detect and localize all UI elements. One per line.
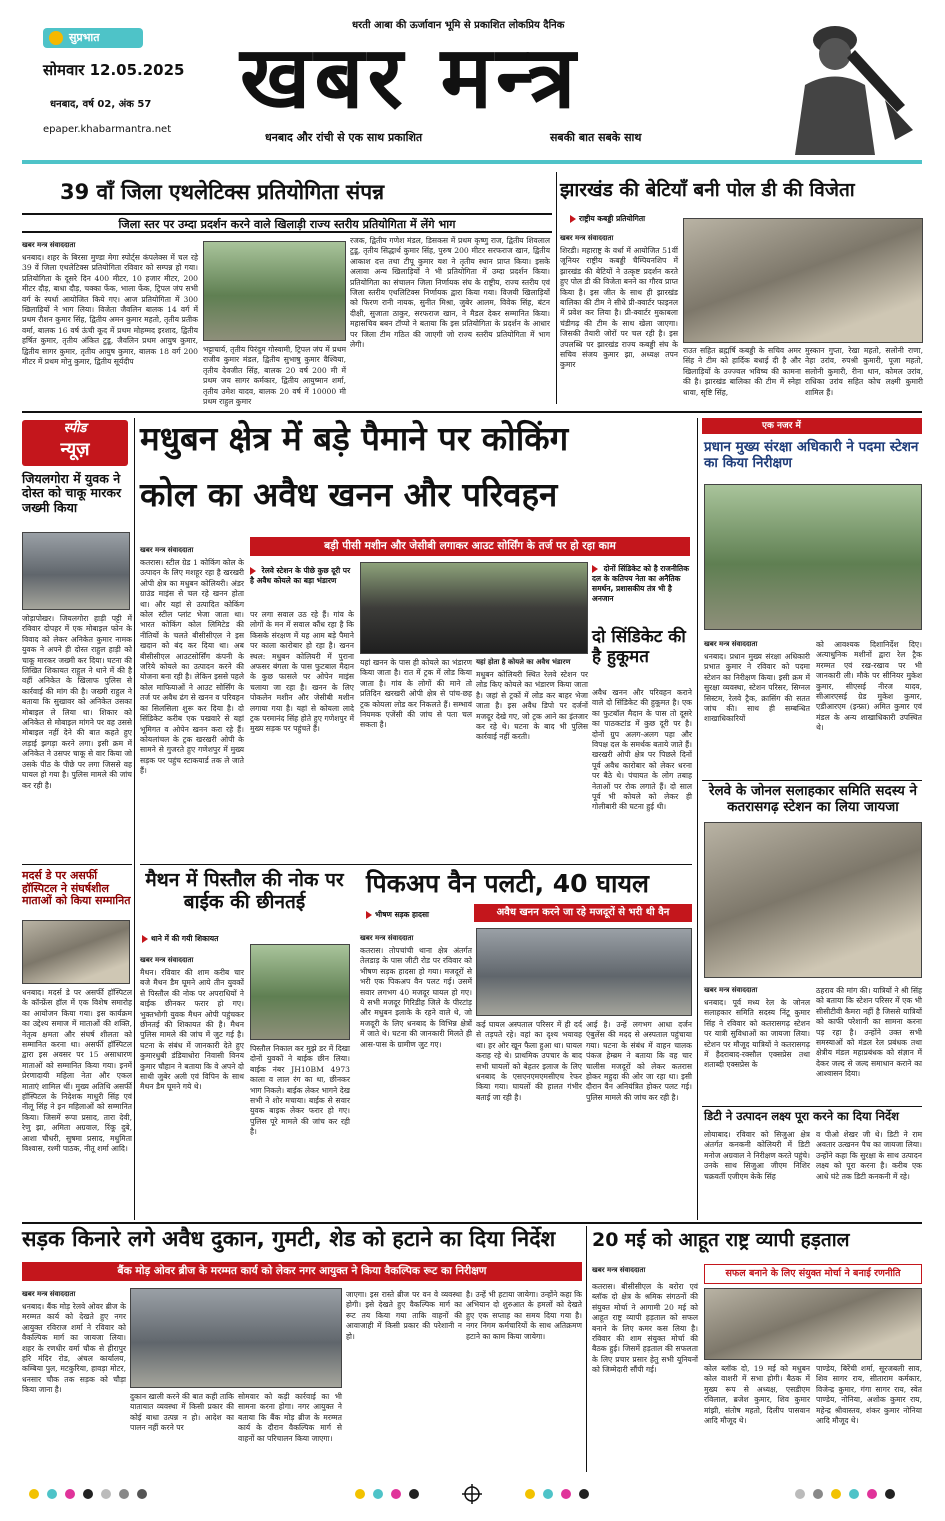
- railway-committee-text-1: धनबाद। पूर्व मध्य रेल के जोनल सलाहकार समिति सदस्य निंटू कुमार सिंह ने रविवार को कतरासगढ़ स्टेशन पर यात्री सुविधाओं का जायजा लिया। स्टेशन पर मौजूद यात्रियों ने कतरासगढ़ में हैदराबाद-रक्सौल एक्सप्रेस तथा शताब्दी एक्सप्रेस के: [704, 998, 810, 1070]
- coal-col-3: [360, 658, 472, 860]
- subtitle-right: सबकी बात सबके साथ: [550, 131, 642, 144]
- speed-story1-col: [22, 614, 132, 860]
- strike-byline: खबर मन्त्र संवाददाता: [592, 1266, 646, 1274]
- inspection-col-2: [816, 640, 922, 776]
- athletics-text-3: रजक, द्वितीय गणेश मंडल, डिसकस में प्रथम कृष्णु राज, द्वितीय शिवलाल टुडू, तृतीय सिद्धार्थ कुमार सिंह, पुरुष 200 मीटर सरफराज खान, द्वितीय आकाश दत्त तथा टीपू कुमार यश ने तृतीय स्थान प्राप्त किया। इसके अलावा अन्य खिलाड़ियों ने भी प्रतियोगिता में उम्दा प्रदर्शन किया। प्रतियोगिता का संचालन जिला निर्णायक संघ के राष्ट्रीय, राज्य स्तरीय एवं जिला स्तरीय एथलिटिक्स निर्णायक द्वारा किया गया। विजयी खिलाड़ियों को फिरण रानी नायक, सुनीत मिश्रा, जुबेर आलम, विवेक सिंह, बंटन दीक्षी, सुजाता ठाकुर, सरफराज खान, ने मैडल देकर सम्मानित किया। महासचिव बबन टॉप्पो ने बताया कि इस प्रतियोगिता के प्रदर्शन के आधार पर जिला टीम गठित की जाएगी जो राज्य स्तरीय प्रतियोगिता में भाग लेगी।: [350, 236, 550, 350]
- encroachment-text-3: जाएगा। इस रास्ते ब्रीज पर वन वे व्यवस्था होगी। इसे देखते हुए वैकल्पिक मार्ग का रूट तय किया गया ताकि वाहनों की आवाजाही में किसी प्रकार की परेशानी न हो।: [346, 1290, 462, 1341]
- speed-story1-headline: जियलगोरा में युवक ने दोस्त को चाकू मारकर जख्मी किया: [22, 471, 122, 515]
- coal-col-4: [476, 658, 588, 860]
- strike-headline: 20 मई को आहूत राष्ट्र व्यापी हड़ताल: [592, 1229, 850, 1251]
- kabaddi-headline: झारखंड की बेटियाँ बनी पोल डी की विजेता: [560, 179, 855, 201]
- railway-committee-photo: [704, 822, 922, 978]
- strike-subhead-box: [704, 1264, 922, 1284]
- brand-badge-label: सुप्रभात: [69, 31, 100, 44]
- inspection-text-2: को आवश्यक दिशानिर्देश दिए। अत्याधुनिक मशीनों द्वारा रेल ट्रैक मरम्मत एवं रख-रखाव पर भी जानकारी ली। मौके पर सीनियर मुकेश कुमार, सीएसई नीरज यादव, सीआरएसई ग्रेड मुकेश कुमार, एडीआरएम (इन्फ्रा) अमित कुमार एवं मंडल के अन्य शाखाधिकारी उपस्थित थे।: [816, 640, 922, 733]
- athletics-text-1: धनबाद। शहर के बिरसा मुण्डा मेगा स्पोर्ट्स कंपलेक्स में चल रहे 39 वें जिला एथलेटिक्स प्रतियोगिता रविवार को सम्पन्न हो गया। प्रतियोगिता के दूसरे दिन 400 मीटर, 10 हजार मीटर, 200 मीटर दौड़, बाधा दौड़, चक्का फेंक, भाला फेंक, ट्रिपल जंप सभी वर्ग के स्पर्धा आयोजित किये गए। आज प्रतियोगिता में 300 खिलाड़ियों ने भाग लिया। विजेता जैवलिन बालक 14 वर्ग में प्रथम रौशन कुमार सिंह, द्वितीय अमन कुमार महतो, तृतीय प्रतीक वर्मा, बालक 16 वर्ष ऊंची कूद में प्रथम मोहम्मद इरशाद, द्वितीय हर्षित कुमार, तृतीय अंकित टुडू, जैवलिन प्रथम आयुष कुमार, द्वितीय सागर कुमार, तृतीय आयुष कुमार, बालक 18 वर्ग 200 मीटर में प्रथम मोनु कुमार, द्वितीय सूर्यदीप: [22, 253, 198, 367]
- athletics-headline: 39 वॉं जिला एथलेटिक्स प्रतियोगिता संपन्न: [60, 180, 385, 204]
- coal-col-1: [140, 546, 244, 860]
- footer-color-marks: [0, 1480, 945, 1517]
- pickup-hospital-photo: [476, 928, 692, 1016]
- athletics-subhead: जिला स्तर पर उम्दा प्रदर्शन करने वाले खिलाड़ी राज्य स्तरीय प्रतियोगिता में लेंगे भाग: [22, 213, 552, 233]
- subtitle-left: धनबाद और रांची से एक साथ प्रकाशित: [265, 131, 423, 144]
- dito-text-1: लोयाबाद। रविवार को सिजुआ क्षेत्र अंतर्गत कनकनी कोलियरी में डिटी मनोज अग्रवाल ने निरीक्षण करते पहुंचे। उनके साथ सिजुआ जीएम निशिर चक्रवर्ती एजीएम केके सिंह: [704, 1130, 810, 1181]
- maithan-tag: थाने में की गयी शिकायत: [142, 934, 218, 944]
- railway-committee-col-2: [816, 986, 922, 1104]
- syndicate-tag: [592, 564, 692, 604]
- strike-meeting-photo: [704, 1288, 922, 1360]
- athletics-group-photo: [203, 241, 346, 341]
- railway-committee-col-1: [704, 986, 810, 1104]
- strike-col-1: [592, 1282, 698, 1472]
- strike-text-2: कोल ब्लॉक दो, 19 मई को मधुबन कोल वाशरी में सभा होगी। बैठक में मुख्य रूप से अध्यक्ष, एसडीएम रविलाल, ब्रजेश कुमार, शिव कुमार मांझी, संतोष महतो, दिलीप पासवान आदि मौजूद थे।: [704, 1364, 810, 1426]
- coal-text-4: मधुबन कोलियरी स्थित रेलवे स्टेशन पर लोड किए कोयले का भंडारण किया जाता है। जहां से ट्रकों में लोड कर बाहर भेजा जाता है। इस अवैध डिपो पर दर्जनों मजदूर देखे गए, जो ट्रक आने का इंतजार कर रहे थे। घटना के बाद भी पुलिस कार्रवाई नहीं करती।: [476, 670, 588, 742]
- section-divider-2: [22, 1222, 922, 1224]
- strike-subhead: सफल बनाने के लिए संयुक्त मोर्चा ने बनाई रणनीति: [725, 1268, 901, 1279]
- registration-dots-left: [29, 1489, 419, 1499]
- coal-stockpile-photo: [360, 562, 588, 654]
- inspection-photo: [704, 484, 922, 630]
- pickup-col-3: [586, 1020, 692, 1220]
- inspection-col-1: [704, 640, 810, 776]
- kabaddi-byline: खबर मन्त्र संवाददाता: [560, 234, 614, 242]
- speed-divider: [22, 864, 132, 865]
- encroachment-caption: दुकान खाली करने की बात कही ताकि यातायात व्यवस्था में किसी प्रकार की कोई बाधा उत्पन्न न हो। आदेश का पालन नहीं करने पर: [130, 1392, 234, 1433]
- speed-story1-photo: [22, 532, 130, 610]
- encroachment-col-2: [238, 1392, 342, 1472]
- encroachment-headline: सड़क किनारे लगे अवैध दुकान, गुमटी, शेड को हटाने का दिया निर्देश: [22, 1227, 556, 1252]
- dito-headline: डिटी ने उत्पादन लक्ष्य पूरा करने का दिया निर्देश: [704, 1109, 899, 1123]
- maithan-col-2: [250, 1044, 350, 1220]
- pickup-headline: पिकअप वैन पलटी, 40 घायल: [366, 869, 649, 898]
- dito-text-2: व पीओ शेखर जी थे। डिटी ने राम अवतार उत्खनन पैच का जायजा लिया। उन्होंने कहा कि सुरक्षा के साथ उत्पादन लक्ष्य को पूरा करना है। करीब एक आधे घंटे तक डिटी कनकनी में रहे।: [816, 1130, 922, 1181]
- coal-text-3: यहां खनन के पास ही कोयले का भंडारण किया जाता है। रात में ट्रक में लोड किया जाता है। गांव के लोगों की माने तो प्रतिदिन खरखरी ओपी क्षेत्र से पांच-छह ट्रक कोयला लोड कर निकलते हैं। सम्भावं नियमक एजेंसी की जांच से पता चल सकता है।: [360, 658, 472, 730]
- coal-col2-tag-text: रेलवे स्टेशन के पीछे कुछ दूरी पर है अवैध कोयले का बड़ा भंडारण: [250, 566, 351, 585]
- speed-news-logo-line2: न्यूज़: [60, 439, 90, 460]
- railway-committee-headline: रेलवे के जोनल सलाहकार समिति सदस्य ने कतरासगढ़ स्टेशन का लिया जायजा: [709, 783, 917, 815]
- brand-badge: [43, 28, 143, 48]
- syndicate-tag-text: दोनों सिंडिकेट को है राजनीतिक दल के कतिपय नेता का अनैतिक समर्थन, प्रशासकीय तंत्र भी है अनजान: [592, 564, 689, 603]
- crosshair-icon: [462, 1484, 482, 1504]
- masthead-divider: [22, 160, 922, 164]
- tagline-top: धरती आबा की ऊर्जावान भूमि से प्रकाशित लोकप्रिय दैनिक: [352, 20, 565, 31]
- maithan-road-photo: [250, 944, 350, 1040]
- pickup-subhead: अवैध खनन करने जा रहे मजदूरों से भरी थी वैन: [474, 904, 692, 922]
- coal-col3-tag: यहां होता है कोयले का अवैध भंडारण: [476, 658, 571, 666]
- miner-statue-image: [755, 10, 915, 155]
- coal-subhead: बड़ी पीसी मशीन और जेसीबी लगाकर आउट सोर्सिंग के तर्ज पर हो रहा काम: [250, 537, 690, 556]
- encroachment-col-3: [346, 1290, 462, 1472]
- right-divider-1: [702, 780, 922, 781]
- dito-col-1: [704, 1130, 810, 1220]
- kabaddi-divider: [556, 172, 557, 404]
- railway-committee-byline: खबर मन्त्र संवाददाता: [704, 986, 758, 994]
- athletics-col-1: [22, 241, 198, 391]
- inspection-text-1: धनबाद। प्रधान मुख्य संरक्षा अधिकारी प्रभात कुमार ने रविवार को पदमा स्टेशन का निरीक्षण किया। इसी क्रम में सुरक्षा व्यवस्था, स्टेशन परिसर, सिग्नल सिस्टम, रेलवे ट्रैक, क्रासिंग की सतत जांच की। साथ ही सम्बन्धित शाखाधिकारियों: [704, 652, 810, 724]
- left-column-divider: [134, 418, 135, 1220]
- strike-col-2: [704, 1364, 810, 1472]
- kabaddi-caption-left: राउत सहित ब्रह्मर्षि कबड्डी के सचिव अमर सिंह ने टीम को हार्दिक बधाई दी है और खिलाड़ियों के उज्ज्वल भविष्य की कामना की है। झारखंड बालिका की टीम में स्नेहा धावा, सृष्टि सिंह,: [683, 346, 801, 397]
- masthead: [0, 0, 945, 160]
- encroachment-col-1: [22, 1290, 126, 1472]
- speed-news-logo: [22, 420, 128, 466]
- encroachment-byline: खबर मन्त्र संवाददाता: [22, 1290, 76, 1298]
- encroachment-text-4: है। उन्हें भी हटाया जायेगा। उन्होंने कहा कि अभियान दो शुरुआत के हमलों को देखते हुए एक सप्ताह का समय दिया गया है। नगर निगम कर्मचारियों के साथ अतिक्रमण हटाने का काम किया जायेगा।: [466, 1290, 582, 1341]
- encroachment-subhead: बैंक मोड़ ओवर ब्रीज के मरम्मत कार्य को लेकर नगर आयुक्त ने किया वैकल्पिक रूट का निरीक्षण: [22, 1262, 582, 1281]
- maithan-text-1: मैथन। रविवार की शाम करीब चार बजे मैथन डैम घूमने आये तीन युवकों से पिस्तौल की नोक पर अपराधियों ने बाईक छीनकर फरार हो गए। भुक्तभोगी युवक मैथन ओपी पहुंचकर छीनतई की शिकायत की है। मैथन पुलिस मामले की जांच में जुट गई है। घटना के संबंध में जानकारी देते हुए कुमारधुबी डंडियाधोरा निवासी विनय कुमार चौहान ने बताया कि वे अपने दो साथी जुबेर अली एवं विपिन के साथ मैथन डैम घूमने गये थे।: [140, 968, 244, 1092]
- kabaddi-text-1: शिरडी। महाराष्ट्र के वर्धा में आयोजित 51वीं जूनियर राष्ट्रीय कबड्डी चैम्पियनशिप में झारखंड की बेटियों ने उत्कृष्ट प्रदर्शन करते हुए पोल डी की विजेता बनने का गौरव प्राप्त किया है। इस जीत के साथ ही झारखंड बालिका की टीम ने सीधे प्री-क्वार्टर फाइनल में प्रवेश कर लिया है। प्री-क्वार्टर मुकाबला चंडीगढ़ की टीम के साथ खेला जाएगा। जिसकी तैयारी जोरों पर चल रही है। इस उपलब्धि पर झारखंड राज्य कबड्डी संघ के सचिव संजय कुमार झा, अध्यक्ष तपन कुमार: [560, 246, 679, 370]
- pickup-text-2: कई घायल अस्पताल परिसर में ही दर्द से तड़पते रहे। वहां का दृश्य भयावह था। हर ओर खून फैला हुआ था। घायल कराह रहे थे। प्राथमिक उपचार के बाद सभी घायलों को बेहतर इलाज के लिए धनबाद के एसएनएमएमसीएच रेफर किया गया। घायलों की हालत गंभीर बताई जा रही है।: [476, 1020, 582, 1102]
- syndicate-headline: दो सिंडिकेट की है हुकूमत: [592, 627, 686, 667]
- coal-headline-line2: कोल का अवैध खनन और परिवहन: [140, 475, 558, 514]
- coal-headline-line1: मधुबन क्षेत्र में बड़े पैमाने पर कोकिंग: [140, 419, 569, 458]
- pickup-col-1: [360, 934, 472, 1220]
- registration-dots-right: [525, 1489, 895, 1499]
- maithan-text-2: पिस्तौल निकाल कर मुझे डर में दिखा दोनों युवकों ने बाईक छीन लिया। बाईक नंबर JH10BM 4973 काला व लाल रंग का था, छीनकर भाग निकले। बाईक लेकर भागने देख सभी ने शोर मचाया। बाईक से सवार युवक बाइक लेकर फरार हो गए। पुलिस पूरे मामले की जांच कर रही है।: [250, 1044, 350, 1137]
- railway-committee-text-2: ठहराव की मांग की। यात्रियों ने श्री सिंह को बताया कि स्टेशन परिसर में एक भी सीसीटीवी कैमरा नहीं है जिससे यात्रियों को काफी परेशानी का सामना करना पड़ रहा है। उन्होंने उक्त सभी समस्याओं को मंडल रेल प्रबंधक तथा क्षेत्रीय मंडल महाप्रबंधक को संज्ञान में देकर जल्द से जल्द समाधान कराने का आश्वासन दिया।: [816, 986, 922, 1079]
- issue-number: धनबाद, वर्ष 02, अंक 57: [50, 99, 152, 110]
- pickup-text-3: आई है। उन्हें लगभग आधा दर्जन एंबुलेंस की मदद से अस्पताल पहुंचाया गया। घटना के संबंध में वाहन चालक पंकज हेम्ब्रम ने बताया कि वह चार चालीस मजदूरों को लेकर कतरास होकर महुदा की ओर जा रहा था। इसी दौरान वैन अनियंत्रित होकर पलट गई। पुलिस मामले की जांच कर रही है।: [586, 1020, 692, 1102]
- ek-nazar-tag: [702, 418, 922, 434]
- speed-news-logo-line1: स्पीड: [63, 421, 87, 436]
- kabaddi-col-1: [560, 234, 678, 404]
- maithan-top-divider: [140, 864, 692, 865]
- athletics-col-3: [350, 236, 550, 404]
- website-link[interactable]: epaper.khabarmantra.net: [43, 124, 172, 135]
- speed-story2-photo: [22, 920, 130, 984]
- coal-text-2: पर लगा सवाल उठ रहे हैं। गांव के लोगों के मन में सवाल कौंध रहा है कि किसके संरक्षण में यह आम बड़े पैमाने पर काला कारोबार हो रहा है। खनन स्थल: मधुबन कोलियरी में पुराना अफसर बंगला के पास फुटबाल मैदान के कुछ फासले पर ओपेन माइंस चलाया जा रहा है। खनन के लिए पोकलेन मशीन और जेसीबी मशीन लगाया गया है। यहां से कोयला लादे ट्रक परमानंद सिंह होते हुए गणेशपुर में मुख्य सड़क पर पहुंचते हैं।: [250, 610, 354, 734]
- encroachment-photo: [130, 1288, 342, 1388]
- athletics-byline: खबर मन्त्र संवाददाता: [22, 241, 76, 249]
- right-divider-2: [702, 1106, 922, 1107]
- sun-icon: [49, 31, 63, 45]
- inspection-byline: खबर मन्त्र संवाददाता: [704, 640, 758, 648]
- speed-story2-text: धनबाद। मदर्स डे पर असर्फी हॉस्पिटल के कॉन्फ्रेंस हॉल में एक विशेष समारोह का आयोजन किया गया। इस कार्यक्रम का उद्देश्य समाज में माताओं की शक्ति, नेतृत्व क्षमता और संघर्ष शीलता को सम्मानित करना था। असर्फी हॉस्पिटल द्वारा इस अवसर पर 15 असाधारण माताओं को सम्मानित किया गया। इनमें प्रेरणादायी महिला नेता और एकल माताएं शामिल थीं। मुख्य अतिथि असर्फी हॉस्पिटल के निदेशक माधुरी सिंह एवं नीलू सिंह ने इन महिलाओं को सम्मानित किया। जिसमें रूपा प्रसाद, तारा देवी, रेणु झा, अमिता अग्रवाल, रिंकू दुबे, आशा चौधरी, सुषमा प्रसाद, मधुमिता विश्वास, रश्मी पाठक, नीतू शर्मा आदि।: [22, 988, 132, 1154]
- athletics-caption: भट्टाचार्य, तृतीय पिरंदुम गोस्वामी, ट्रिपल जंप में प्रथम राजीव कुमार मंडल, द्वितीय सुभाषु कुमार वैश्विया, तृतीय देवजीत सिंह, बालक 20 वर्ष 200 मी में प्रथम जय सागर कर्मकार, द्वितीय आयुष्मान शर्मा, तृतीय उमेश यादव, बालक 20 वर्ष में 10000 मी प्रथम राहुल कुमार: [203, 345, 346, 407]
- strike-col-3: [816, 1364, 922, 1472]
- coal-byline: खबर मन्त्र संवाददाता: [140, 546, 194, 554]
- kabaddi-team-photo: [683, 218, 923, 343]
- speed-story2-col: [22, 988, 132, 1220]
- strike-divider: [586, 1226, 587, 1472]
- encroachment-caption-col: [130, 1392, 234, 1472]
- speed-story2-headline: मदर्स डे पर असर्फी हॉस्पिटल ने संघर्षशील माताओं को किया सम्मानित: [22, 869, 131, 908]
- encroachment-text-1: धनबाद। बैंक मोड़ रेलवे ओवर ब्रीज के मरम्मत कार्य को देखते हुए नगर आयुक्त रविराज शर्मा ने रविवार को वैकल्पिक मार्ग का जायजा लिया। शहर के रणधीर वर्मा चौक से हीरापुर हरि मंदिर रोड, अंचल कार्यालय, कम्बिया पुल, मटकुरिया, हावड़ा मोटर, धनसार चौक तक सड़क को चौड़ा किया जाना है।: [22, 1302, 126, 1395]
- kabaddi-caption-right: मुस्कान गुप्ता, रेखा महतो, सलोनी राणा, नेहा उरांव, रुपश्री कुमारी, पूजा महतो, सलोनी कुमारी, रीना थान, कोमल उरांव, राधिका उरांव सहित कोच लक्ष्मी कुमारी शामिल हैं।: [805, 346, 923, 397]
- syndicate-col: [592, 688, 692, 860]
- syndicate-text: अवैध खनन और परिवहन कराने वाले दो सिंडिकेट की हुकूमत है। एक का फुटबॉल मैदान के पास तो दूसरे का पाठकटांड में कुछ दूरी पर है। दोनों ग्रुप अलग-अलग पहा और विपक्ष दल के समर्थक बताये जाते हैं। खरखरी ओपी क्षेत्र पर पिछले दिनों पूर्व अवैध कारोबार को लेकर धरना पर बैठे थे। पंचायत के लोग तबाह नेताओं पर रोक लगाते हैं। दो साल पूर्व भी कोयले को लेकर ही गोलीबारी की घटना हुई थी।: [592, 688, 692, 812]
- coal-col-2: [250, 610, 354, 860]
- athletics-caption-col: [203, 345, 346, 407]
- kabaddi-tag: राष्ट्रीय कबड्डी प्रतियोगिता: [570, 214, 645, 224]
- strike-text-3: पाण्डेय, बिरेंची शर्मा, सूरजबली साव, शिव सागर राय, सीताराम कर्मकार, विजेन्द्र कुमार, गंगा सागर राय, स्वेत पाण्डेय, नोनिया, अशोक कुमार राय, महेन्द्र श्रीवास्तव, शंकर कुमार नोनिया आदि मौजूद थे।: [816, 1364, 922, 1426]
- ek-nazar-label: एक नजर में: [762, 421, 801, 431]
- maithan-byline: खबर मन्त्र संवाददाता: [140, 956, 194, 964]
- pickup-text-1: कतरास। तोपचांची थाना क्षेत्र अंतर्गत तेलडाड़ के पास जीटी रोड पर रविवार को भीषण सड़क हादसा हो गया। मजदूरों से भरी एक पिकअप वैन पलट गई। उसमें सवार लगभग 40 मजदूर घायल हो गए। ये सभी मजदूर गिरिडीह जिले के पीरटांड़ और मधुबन इलाके के रहने वाले थे, जो मजदूरी के लिए धनबाद के विभिन्न क्षेत्रों में जाते थे। घटना की जानकारी मिलते ही आस-पास के ग्रामीण जुट गए।: [360, 946, 472, 1049]
- pickup-byline: खबर मन्त्र संवाददाता: [360, 934, 414, 942]
- encroachment-col-4: [466, 1290, 582, 1472]
- issue-date: सोमवार 12.05.2025: [43, 61, 185, 79]
- kabaddi-caption-right-col: [805, 346, 923, 404]
- coal-col2-tag: [250, 566, 354, 586]
- strike-text-1: कतरास। बीसीसीएल के बरोरा एवं ब्लॉक दो क्षेत्र के श्रमिक संगठनों की संयुक्त मोर्चा ने आगामी 20 मई को आहूत राष्ट्र व्यापी हड़ताल को सफल बनाने के लिए कमर कस लिया है। रविवार की शाम संयुक्त मोर्चा की बैठक हुई। जिसमें हड़ताल की सफलता के लिए प्रचार प्रसार हेतु सभी यूनियनों को जिम्मेदारी सौंपी गई।: [592, 1282, 698, 1375]
- speed-story1-text: जोड़ापोखर। जियलगोरा हाड़ी पट्टी में रविवार दोपहर में एक मोबाइल फोन के विवाद को लेकर अनिकेत कुमार नामक युवक ने अपने ही दोस्त राहुल हाड़ी को चाकू मारकर जख्मी कर दिया। घटना की लिखित शिकायत राहुल ने थाने में की है वहीं अनिकेत के खिलाफ पुलिस से कार्रवाई की मांग की है। जख्मी राहुल ने बताया कि सुखावर को अनिकेत उसका मोबाइल ले लिया था। शिकार को अनिकेत से मोबाइल मांगने पर वह उससे मोबाइल नहीं देने की बात कहते हुए लड़ाई झगड़ा करने लगा। इसी क्रम में अनिकेत ने उसपर चाकू से वार किया जो उसके पीठ के पीछे पर लगा जिससे वह घायल हो गया है। पुलिस मामले की जांच कर रही है।: [22, 614, 132, 790]
- newspaper-title: खबर मन्त्र: [240, 28, 580, 128]
- inspection-headline: प्रधान मुख्य संरक्षा अधिकारी ने पदमा स्टेशन का किया निरीक्षण: [704, 439, 919, 471]
- maithan-col-1: [140, 956, 244, 1220]
- kabaddi-caption-left-col: [683, 346, 801, 404]
- encroachment-text-2: सोमवार को कड़ी कार्रवाई का भी सामना करना होगा। नगर आयुक्त ने बताया कि बैंक मोड़ ब्रीज के मरम्मत कार्य के दौरान वैकल्पिक मार्ग से वाहनों का परिचालन किया जाएगा।: [238, 1392, 342, 1443]
- dito-col-2: [816, 1130, 922, 1220]
- right-column-divider: [697, 418, 698, 1220]
- section-divider-1: [22, 411, 922, 413]
- maithan-headline: मैथन में पिस्तौल की नोक पर बाईक की छीनतई: [145, 869, 344, 913]
- pickup-col-2: [476, 1020, 582, 1220]
- coal-text-1: कतरास। स्टील ग्रेड 1 कोकिंग कोल के उत्पादन के लिए मशहूर रहा है खरखरी ओपी क्षेत्र का मधुबन कोलियरी। अंडर ग्राउंड माइंस से चल रहे खनन होता था। और यहां से उत्पादित कोकिंग कोल स्टील प्लांट भेजा जाता था। भारत कोकिंग कोल लिमिटेड की नीतियों के चलते बीसीसीएल ने इस खदान को बंद कर दिया था। अब बीसीसीएल आउटसोर्सिंग कंपनी के जरिये कोयले का उत्पादन करने की योजना बना रही है। लेकिन इससे पहले कोल माफियाओं ने आउट सोर्सिंग के तर्ज पर अवैध ढंग से खनन व परिवहन का सिलसिला शुरू कर दिया है। दो सिंडिकेट करीब एक पखवारे से यहां भूमिगत व ओपेन खनन करा रहे हैं। कोयलांचल के ट्रक खरखरी ओपी के सामने से गुजरते हुए गणेशपुर में मुख्य सड़क पर पहुंच स्टाकयार्ड तक ले जाते हैं।: [140, 558, 244, 776]
- pickup-tag: भीषण सड़क हादसा: [366, 910, 429, 920]
